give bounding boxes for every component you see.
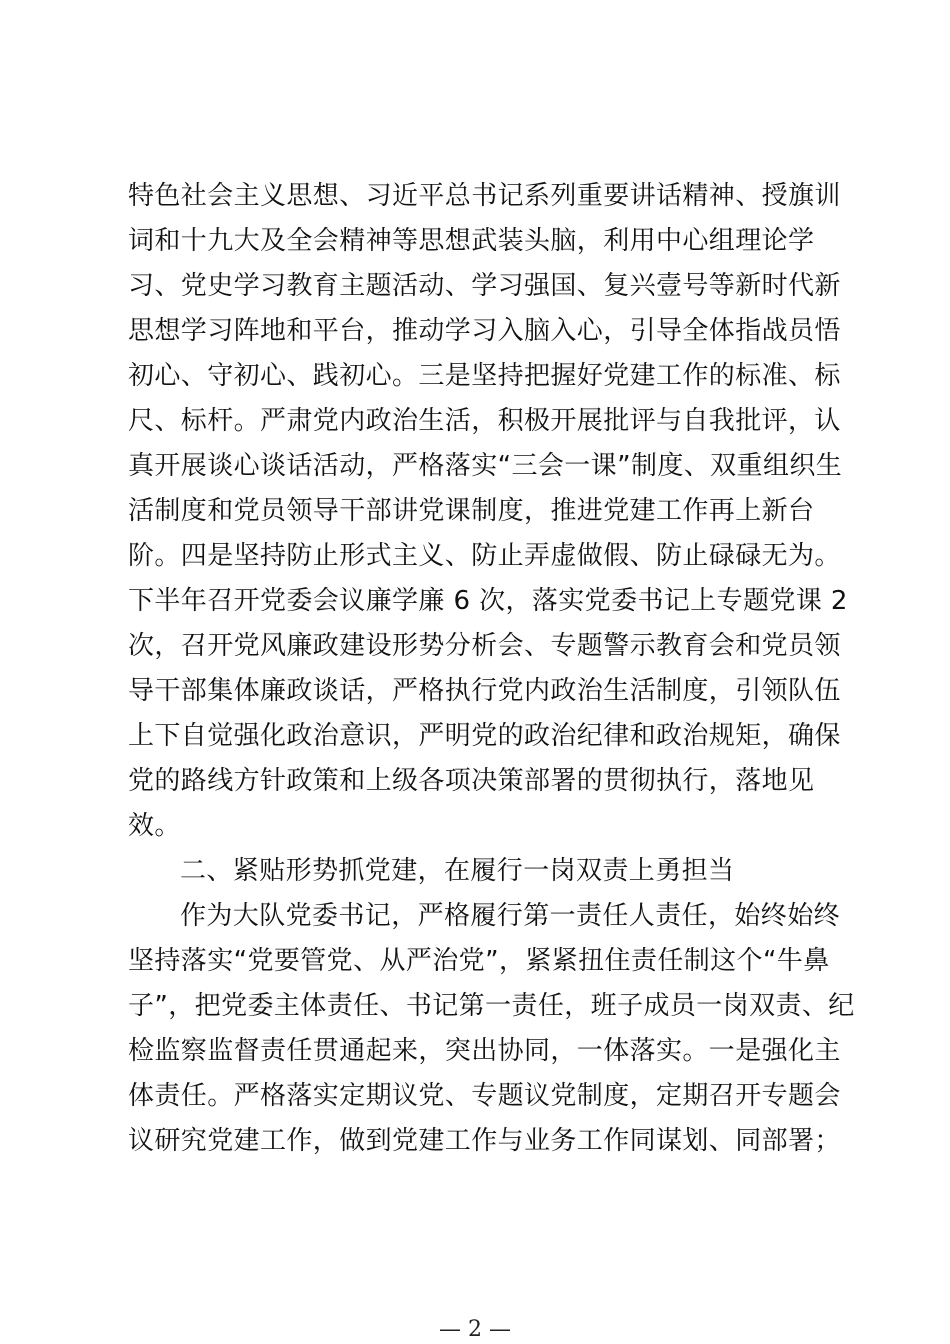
text-line: 议研究党建工作，做到党建工作与业务工作同谋划、同部署； <box>128 1126 841 1156</box>
text-line: 导干部集体廉政谈话，严格执行党内政治生活制度，引领队伍 <box>128 676 841 706</box>
text-line: 上下自觉强化政治意识，严明党的政治纪律和政治规矩，确保 <box>128 721 841 751</box>
text-line: 初心、守初心、践初心。三是坚持把握好党建工作的标准、标 <box>128 361 841 391</box>
text-line: 效。 <box>128 811 181 841</box>
text-line: 特色社会主义思想、习近平总书记系列重要讲话精神、授旗训 <box>128 181 841 211</box>
text-line: 活制度和党员领导干部讲党课制度，推进党建工作再上新台 <box>128 496 815 526</box>
text-line: 体责任。严格落实定期议党、专题议党制度，定期召开专题会 <box>128 1081 841 1111</box>
text-line: 下半年召开党委会议廉学廉 6 次，落实党委书记上专题党课 2 <box>128 586 848 616</box>
page-number: — 2 — <box>439 1317 511 1342</box>
paragraph-first-line: 作为大队党委书记，严格履行第一责任人责任，始终始终 <box>180 901 841 931</box>
text-line: 尺、标杆。严肃党内政治生活，积极开展批评与自我批评，认 <box>128 406 841 436</box>
text-line: 阶。四是坚持防止形式主义、防止弄虚做假、防止碌碌无为。 <box>128 541 841 571</box>
text-line: 习、党史学习教育主题活动、学习强国、复兴壹号等新时代新 <box>128 271 841 301</box>
text-line: 词和十九大及全会精神等思想武装头脑，利用中心组理论学 <box>128 226 815 256</box>
body-text <box>128 174 855 1164</box>
section-heading: 二、紧贴形势抓党建，在履行一岗双责上勇担当 <box>180 856 735 886</box>
text-line: 党的路线方针政策和上级各项决策部署的贯彻执行，落地见 <box>128 766 815 796</box>
text-line: 思想学习阵地和平台，推动学习入脑入心，引导全体指战员悟 <box>128 316 841 346</box>
text-line: 次，召开党风廉政建设形势分析会、专题警示教育会和党员领 <box>128 631 841 661</box>
text-line: 子”，把党委主体责任、书记第一责任，班子成员一岗双责、纪 <box>128 991 855 1021</box>
text-line: 坚持落实“党要管党、从严治党”，紧紧扭住责任制这个“牛鼻 <box>128 946 830 976</box>
text-line: 检监察监督责任贯通起来，突出协同，一体落实。一是强化主 <box>128 1036 841 1066</box>
text-line: 真开展谈心谈话活动，严格落实“三会一课”制度、双重组织生 <box>128 451 843 481</box>
